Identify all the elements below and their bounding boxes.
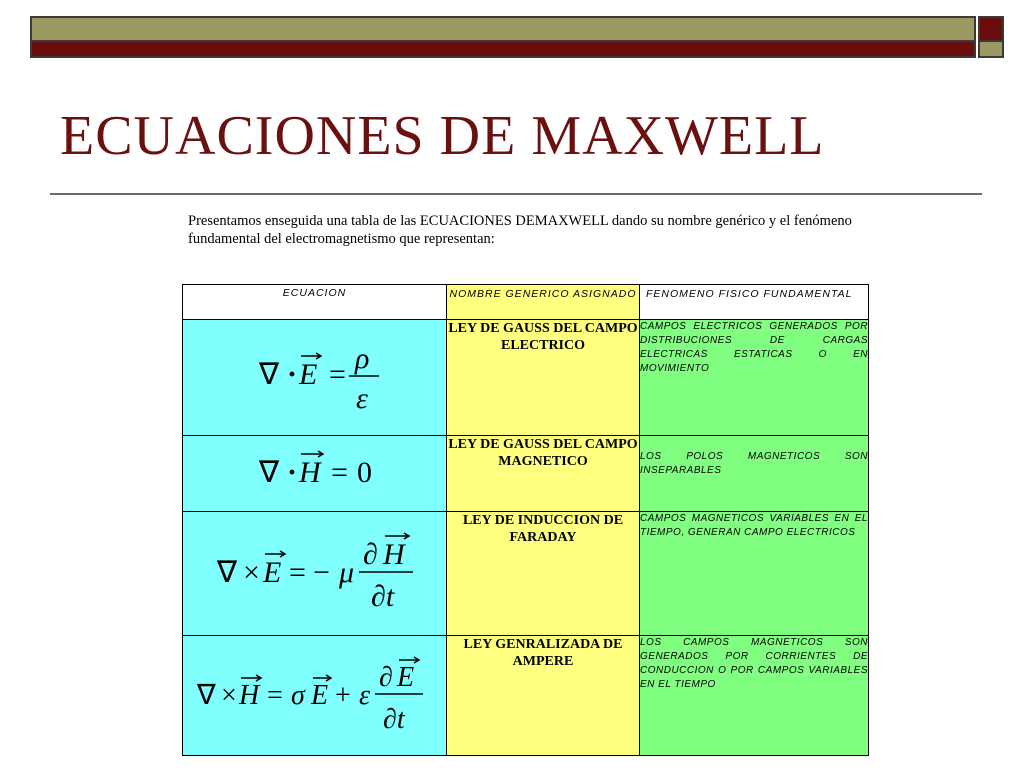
phenomenon-gauss-electric: CAMPOS ELECTRICOS GENERADOS POR DISTRIBUCIONES DE CARGAS ELECTRICAS ESTATICAS O EN MOVIMIENTO — [640, 320, 869, 436]
svg-text:∂t: ∂t — [383, 704, 405, 735]
svg-text:E: E — [397, 662, 415, 693]
svg-text:∇: ∇ — [197, 680, 216, 711]
equation-faraday — [183, 512, 447, 636]
svg-text:E: E — [263, 556, 282, 589]
svg-text:σ: σ — [291, 680, 305, 711]
phenomenon-faraday: CAMPOS MAGNETICOS VARIABLES EN EL TIEMPO, GENERAN CAMPO ELECTRICOS — [640, 512, 869, 636]
svg-text:∂: ∂ — [379, 662, 393, 693]
svg-text:μ: μ — [339, 556, 355, 589]
slide-title: ECUACIONES DE MAXWELL — [60, 105, 825, 167]
svg-text:E: E — [299, 358, 318, 391]
svg-text:H: H — [239, 680, 260, 711]
table-header-row — [183, 285, 869, 320]
header-phenomenon: FENOMENO FISICO FUNDAMENTAL — [640, 285, 869, 320]
svg-text:−: − — [313, 556, 330, 589]
phenomenon-gauss-magnetic: LOS POLOS MAGNETICOS SON INSEPARABLES — [640, 436, 869, 512]
table-row — [183, 636, 869, 756]
name-ampere: LEY GENRALIZADA DE AMPERE — [447, 636, 640, 756]
table-row — [183, 436, 869, 512]
svg-text:=: = — [267, 680, 283, 711]
header-name: NOMBRE GENERICO ASIGNADO — [447, 285, 640, 320]
svg-text:×: × — [221, 680, 237, 711]
svg-text:·: · — [287, 456, 298, 489]
svg-text:H: H — [383, 538, 405, 571]
name-gauss-magnetic: LEY DE GAUSS DEL CAMPO MAGNETICO — [447, 436, 640, 512]
svg-text:E: E — [311, 680, 329, 711]
equation-ampere — [183, 636, 447, 756]
svg-text:∇: ∇ — [217, 556, 238, 589]
name-faraday: LEY DE INDUCCION DE FARADAY — [447, 512, 640, 636]
svg-text:=: = — [329, 358, 346, 391]
equation-graphic — [183, 436, 447, 506]
svg-text:H: H — [299, 456, 321, 489]
corner-block-lower — [978, 42, 1004, 58]
svg-text:0: 0 — [357, 456, 372, 489]
equation-gauss-electric — [183, 320, 447, 436]
top-decorative-bar — [30, 16, 976, 42]
equation-graphic — [183, 320, 447, 430]
table-row — [183, 512, 869, 636]
name-gauss-electric: LEY DE GAUSS DEL CAMPO ELECTRICO — [447, 320, 640, 436]
svg-text:∇: ∇ — [259, 456, 280, 489]
svg-text:·: · — [287, 358, 298, 391]
svg-text:ε: ε — [359, 680, 371, 711]
svg-text:ε: ε — [356, 382, 368, 415]
corner-block-upper — [978, 16, 1004, 42]
header-equation: ECUACION — [183, 285, 447, 320]
svg-text:+: + — [335, 680, 351, 711]
table-row — [183, 320, 869, 436]
intro-paragraph: Presentamos enseguida una tabla de las ECUACIONES DEMAXWELL dando su nombre genérico y el fenómeno fundamental del electromagnetismo que representan: — [188, 213, 852, 247]
phenomenon-ampere: LOS CAMPOS MAGNETICOS SON GENERADOS POR CORRIENTES DE CONDUCCION O POR CAMPOS VARIABLES EN EL TIEMPO — [640, 636, 869, 756]
svg-text:∇: ∇ — [259, 358, 280, 391]
svg-text:ρ: ρ — [355, 342, 370, 375]
title-divider — [50, 193, 982, 195]
top-decorative-bar-lower — [30, 42, 976, 58]
maxwell-equations-table — [182, 284, 869, 756]
svg-text:∂t: ∂t — [371, 580, 395, 613]
equation-graphic — [183, 512, 447, 630]
svg-text:=: = — [331, 456, 348, 489]
equation-gauss-magnetic — [183, 436, 447, 512]
equation-graphic — [183, 636, 447, 750]
svg-text:∂: ∂ — [363, 538, 378, 571]
svg-text:×: × — [243, 556, 260, 589]
svg-text:=: = — [289, 556, 306, 589]
